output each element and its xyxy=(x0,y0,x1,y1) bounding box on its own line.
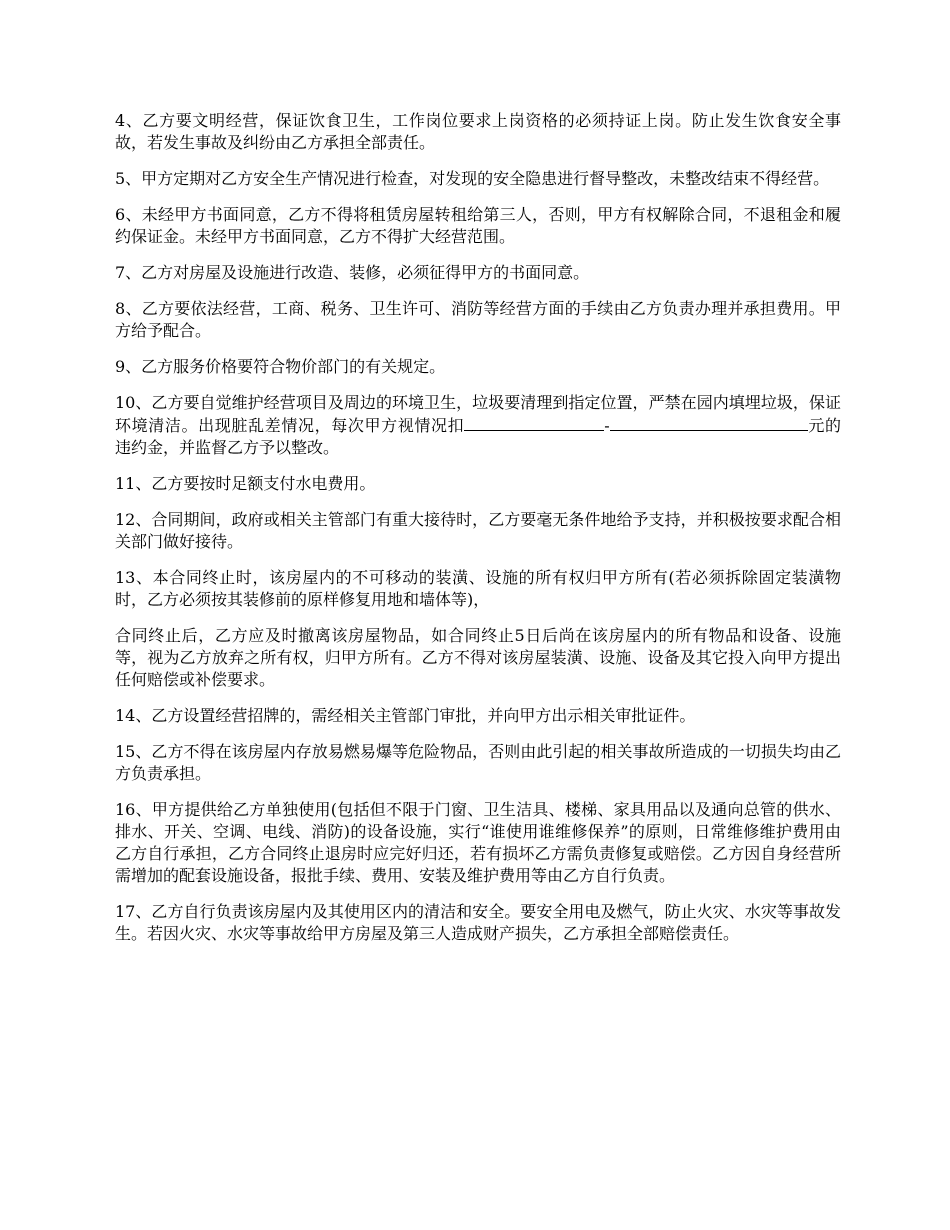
document-page xyxy=(115,110,841,959)
clause-8: 8、乙方要依法经营，工商、税务、卫生许可、消防等经营方面的手续由乙方负责办理并承担费用。甲方给予配合。 xyxy=(115,299,841,340)
fill-blank-max-continued xyxy=(750,414,808,431)
clause-15: 15、乙方不得在该房屋内存放易燃易爆等危险物品，否则由此引起的相关事故所造成的一切损失均由乙方负责承担。 xyxy=(115,742,841,783)
clause-10-text-before: 10、乙方要自觉维护经营项目及周边的环境卫生，垃圾要清理到指定位置，严禁在园内填埋垃圾，保证环境清洁。出现脏乱差情况，每次甲方视情况扣 xyxy=(115,393,841,435)
clause-16: 16、甲方提供给乙方单独使用(包括但不限于门窗、卫生洁具、楼梯、家具用品以及通向总管的供水、排水、开关、空调、电线、消防)的设备设施，实行“谁使用谁维修保养”的原则，日常维修维护费用由乙方自行承担，乙方合同终止退房时应完好归还，若有损坏乙方需负责修复或赔偿。乙方因自身经营所需增加的配套设施设备，报批手续、费用、安装及维护费用等由乙方自行负责。 xyxy=(115,800,841,885)
clause-10-dash: - xyxy=(604,416,610,435)
clause-5: 5、甲方定期对乙方安全生产情况进行检查，对发现的安全隐患进行督导整改，未整改结束不得经营。 xyxy=(115,169,830,188)
clause-17: 17、乙方自行负责该房屋内及其使用区内的清洁和安全。要安全用电及燃气，防止火灾、水灾等事故发生。若因火灾、水灾等事故给甲方房屋及第三人造成财产损失，乙方承担全部赔偿责任。 xyxy=(115,902,841,943)
fill-blank-min xyxy=(464,414,604,431)
clause-6: 6、未经甲方书面同意，乙方不得将租赁房屋转租给第三人，否则，甲方有权解除合同，不退租金和履约保证金。未经甲方书面同意，乙方不得扩大经营范围。 xyxy=(115,205,841,246)
clause-10 xyxy=(115,392,841,459)
clause-12: 12、合同期间，政府或相关主管部门有重大接待时，乙方要毫无条件地给予支持，并积极按要求配合相关部门做好接待。 xyxy=(115,510,841,551)
fill-blank-max xyxy=(610,414,750,431)
clause-11: 11、乙方要按时足额支付水电费用。 xyxy=(115,474,376,493)
clause-10-text-after: 元的违约金，并监督乙方予以整改。 xyxy=(115,416,841,457)
clause-7: 7、乙方对房屋及设施进行改造、装修，必须征得甲方的书面同意。 xyxy=(115,263,590,282)
clause-13-continued: 合同终止后，乙方应及时撤离该房屋物品，如合同终止5日后尚在该房屋内的所有物品和设备、设施等，视为乙方放弃之所有权，归甲方所有。乙方不得对该房屋装潢、设施、设备及其它投入向甲方提出任何赔偿或补偿要求。 xyxy=(115,626,841,689)
clause-9: 9、乙方服务价格要符合物价部门的有关规定。 xyxy=(115,357,446,376)
clause-13: 13、本合同终止时，该房屋内的不可移动的装潢、设施的所有权归甲方所有(若必须拆除固定装潢物时，乙方必须按其装修前的原样修复用地和墙体等)， xyxy=(115,568,841,609)
clause-14: 14、乙方设置经营招牌的，需经相关主管部门审批，并向甲方出示相关审批证件。 xyxy=(115,706,696,725)
clause-4: 4、乙方要文明经营，保证饮食卫生，工作岗位要求上岗资格的必须持证上岗。防止发生饮食安全事故，若发生事故及纠纷由乙方承担全部责任。 xyxy=(115,111,841,152)
